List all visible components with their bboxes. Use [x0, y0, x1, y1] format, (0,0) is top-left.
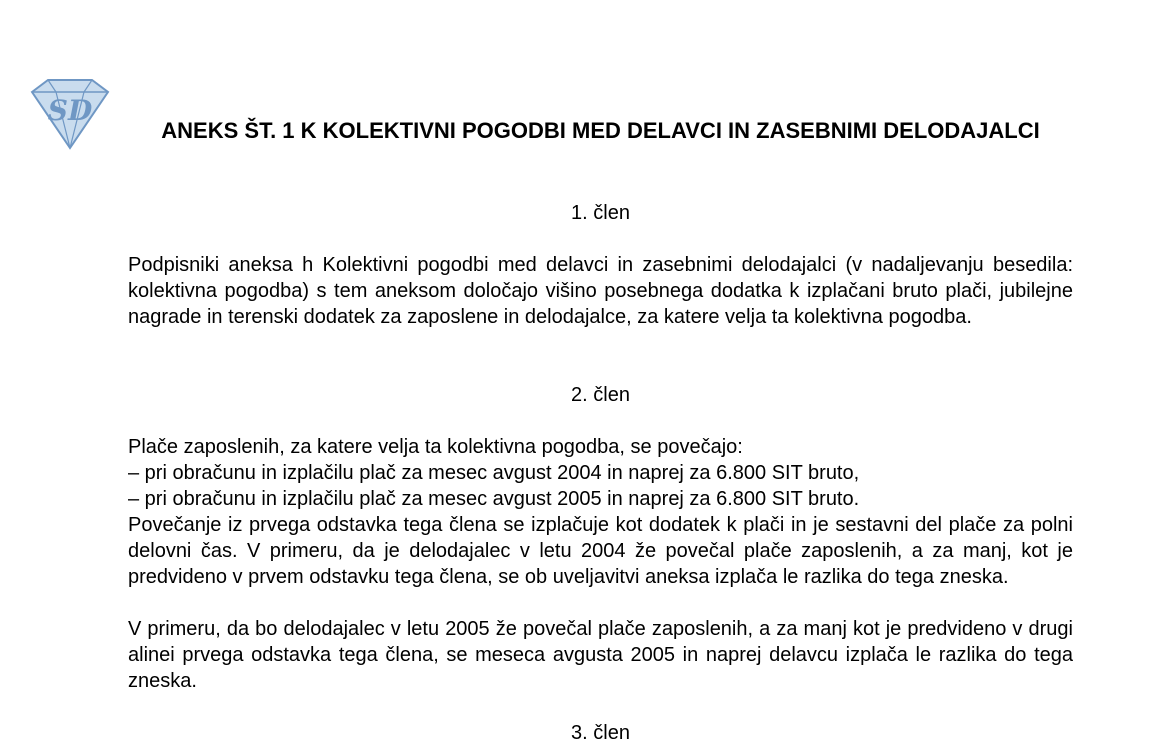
article-2-heading: 2. člen [571, 384, 630, 406]
diamond-logo-icon [26, 78, 112, 150]
article-1-paragraph: Podpisniki aneksa h Kolektivni pogodbi med delavci in zasebnimi delodajalci (v nadaljevanju besedila: kolektivna pogodba) s tem aneksom določajo višino posebnega dodatka k izplačani bruto plači, jubilejne nagrade in terenski dodatek za zaposlene in delodajalce, za katere velja ta kolektivna pogodba. [128, 254, 1073, 328]
article-3-heading: 3. člen [571, 722, 630, 743]
article-2-intro [128, 434, 1073, 512]
logo-lettering: SD [47, 94, 93, 127]
article-2-paragraph-2: V primeru, da bo delodajalec v letu 2005 že povečal plače zaposlenih, a za manj kot je predvideno v drugi alinei prvega odstavka tega člena, se meseca avgusta 2005 in naprej delavcu izplača le razlika do tega zneska. [128, 618, 1073, 692]
article-2-intro-line: Plače zaposlenih, za katere velja ta kolektivna pogodba, se povečajo: [128, 436, 743, 458]
article-2-paragraph-1: Povečanje iz prvega odstavka tega člena se izplačuje kot dodatek k plači in je sestavni del plače za polni delovni čas. V primeru, da je delodajalec v letu 2004 že povečal plače zaposlenih, a za manj, kot je predvideno v prvem odstavku tega člena, se ob uveljavitvi aneksa izplača le razlika do tega zneska. [128, 514, 1073, 588]
article-1-heading: 1. člen [571, 202, 630, 224]
document-title: ANEKS ŠT. 1 K KOLEKTIVNI POGODBI MED DELAVCI IN ZASEBNIMI DELODAJALCI [161, 118, 1040, 143]
organization-logo [26, 78, 112, 150]
article-2-bullet-2004: – pri obračunu in izplačilu plač za mesec avgust 2004 in naprej za 6.800 SIT bruto, [128, 462, 860, 484]
article-2-bullet-2005: – pri obračunu in izplačilu plač za mesec avgust 2005 in naprej za 6.800 SIT bruto. [128, 488, 860, 510]
